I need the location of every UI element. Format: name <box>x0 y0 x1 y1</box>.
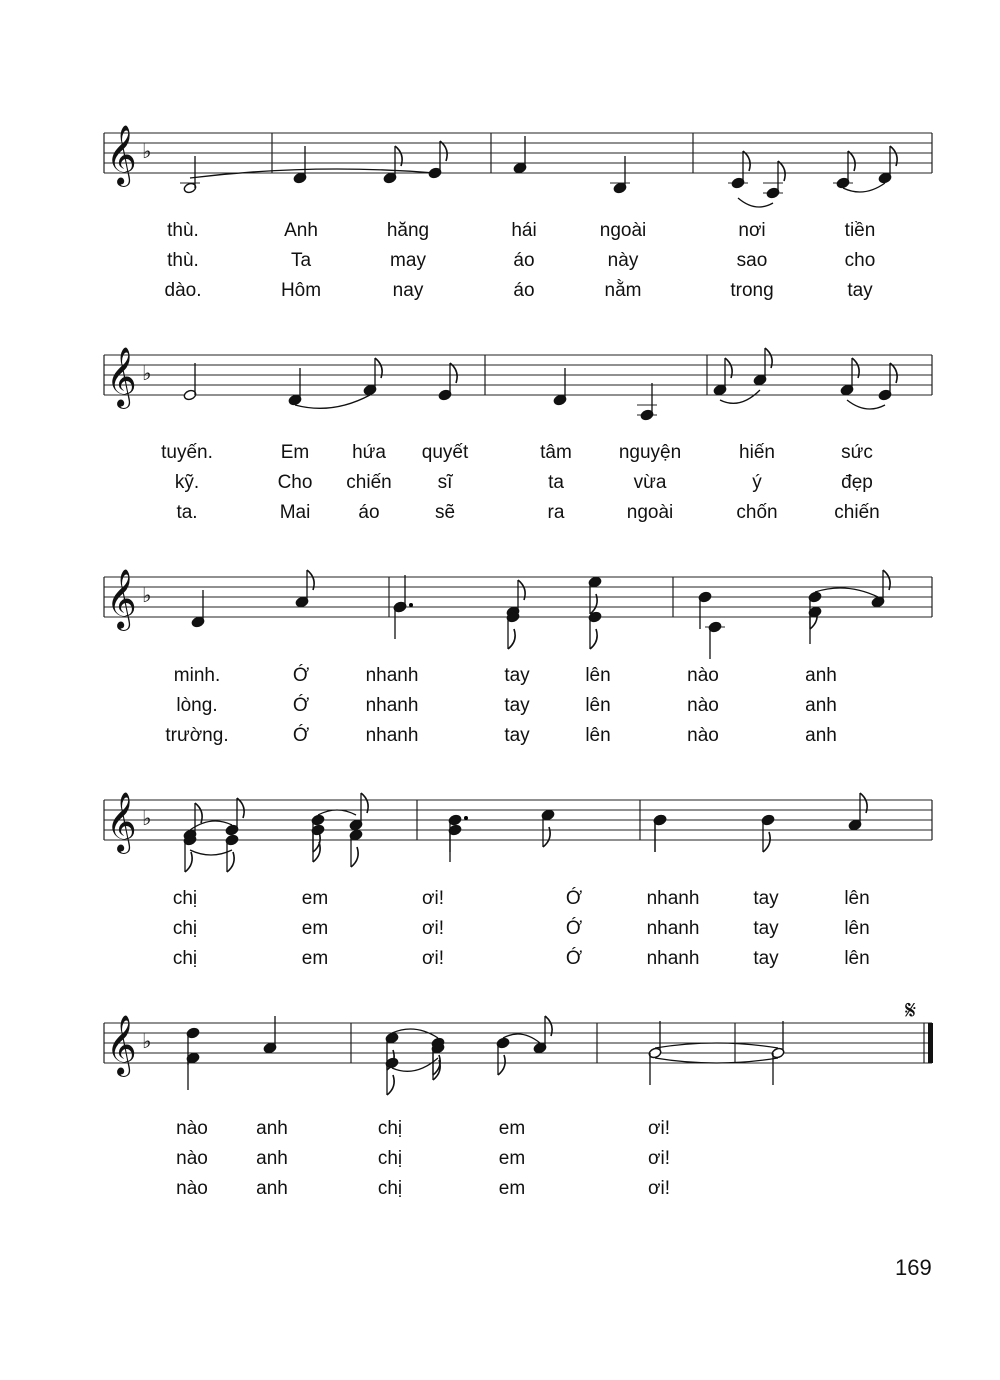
slur <box>295 395 370 408</box>
note-flag <box>450 363 457 383</box>
lyric-syllable: áo <box>513 250 535 271</box>
lyric-syllable: sao <box>736 250 768 271</box>
lyric-syllable: em <box>498 1178 526 1199</box>
lyric-syllable: quyết <box>421 442 469 463</box>
lyric-syllable: anh <box>805 695 837 716</box>
lyric-syllable: nơi <box>738 220 766 241</box>
lyric-syllable: lên <box>844 948 870 969</box>
lyric-syllable: Ớ <box>292 665 310 686</box>
segno-icon: 𝄋 <box>905 996 917 1026</box>
lyric-syllable: Ớ <box>565 888 583 909</box>
lyric-syllable: em <box>301 918 329 939</box>
lyric-syllable: chị <box>377 1148 403 1169</box>
lyric-syllable: sẽ <box>434 502 456 523</box>
lyric-syllable: nào <box>687 695 719 716</box>
augmentation-dot <box>409 603 413 607</box>
lyric-syllable: thù. <box>167 220 199 241</box>
flat-key-signature-icon: ♭ <box>142 139 152 163</box>
lyric-syllable: chiến <box>346 472 392 493</box>
lyric-syllable: em <box>301 948 329 969</box>
lyric-syllable: chốn <box>736 502 778 523</box>
lyric-syllable: nằm <box>604 280 642 301</box>
lyric-syllable: may <box>390 250 426 271</box>
lyric-syllable: em <box>498 1118 526 1139</box>
lyric-syllable: Hôm <box>280 280 322 301</box>
lyric-syllable: áo <box>358 502 380 523</box>
note-flag <box>590 629 597 649</box>
lyric-syllable: lên <box>844 888 870 909</box>
lyric-syllable: sĩ <box>437 472 453 493</box>
lyric-syllable: kỹ. <box>174 472 200 493</box>
final-barline-thick <box>928 1023 933 1063</box>
lyric-syllable: ơi! <box>648 1118 670 1139</box>
lyric-syllable: vừa <box>633 472 667 493</box>
slur <box>738 198 773 207</box>
lyric-syllable: lên <box>585 695 611 716</box>
lyric-syllable: ơi! <box>648 1178 670 1199</box>
lyric-syllable: chị <box>172 918 198 939</box>
lyric-syllable: tâm <box>540 442 572 463</box>
lyric-syllable: lên <box>585 665 611 686</box>
lyric-syllable: tay <box>753 948 779 969</box>
lyric-syllable: nhanh <box>646 888 700 909</box>
lyric-syllable: anh <box>256 1118 288 1139</box>
lyric-syllable: ra <box>547 502 565 523</box>
lyric-syllable: ơi! <box>422 918 444 939</box>
lyric-syllable: nào <box>176 1148 208 1169</box>
lyric-syllable: trong <box>730 280 774 301</box>
lyric-syllable: nhanh <box>646 948 700 969</box>
treble-clef-icon: 𝄞 <box>106 347 137 407</box>
lyric-syllable: Ớ <box>565 918 583 939</box>
lyric-syllable: ta <box>548 472 564 493</box>
note-flag <box>227 852 234 872</box>
lyric-syllable: nhanh <box>646 918 700 939</box>
lyric-syllable: nay <box>392 280 424 301</box>
flat-key-signature-icon: ♭ <box>142 806 152 830</box>
lyric-syllable: Ớ <box>292 695 310 716</box>
lyric-syllable: Ta <box>290 250 312 271</box>
lyric-syllable: tay <box>504 665 530 686</box>
lyric-syllable: nào <box>176 1118 208 1139</box>
lyric-syllable: chị <box>172 888 198 909</box>
lyric-syllable: anh <box>805 665 837 686</box>
lyric-syllable: nhanh <box>365 725 419 746</box>
lyric-syllable: hái <box>511 220 537 241</box>
lyric-syllable: Anh <box>284 220 318 241</box>
page-number: 169 <box>895 1255 932 1280</box>
flat-key-signature-icon: ♭ <box>142 1029 152 1053</box>
note-flag <box>387 1075 394 1095</box>
treble-clef-icon: 𝄞 <box>106 1015 137 1075</box>
lyric-syllable: ta. <box>176 502 198 523</box>
augmentation-dot <box>464 816 468 820</box>
lyric-syllable: tay <box>847 280 873 301</box>
lyric-syllable: chị <box>377 1178 403 1199</box>
lyric-syllable: nào <box>687 665 719 686</box>
lyric-syllable: nào <box>687 725 719 746</box>
slur <box>655 1043 778 1048</box>
lyric-syllable: hứa <box>352 442 386 463</box>
slur <box>843 183 885 192</box>
lyric-syllable: Em <box>280 442 310 463</box>
lyric-syllable: lên <box>585 725 611 746</box>
lyric-syllable: tay <box>753 888 779 909</box>
lyric-syllable: ơi! <box>422 948 444 969</box>
slur <box>190 850 232 855</box>
treble-clef-icon: 𝄞 <box>106 125 137 185</box>
lyric-syllable: trường. <box>165 725 229 746</box>
note-flag <box>185 852 192 872</box>
note-flag <box>498 1055 505 1075</box>
lyric-syllable: nhanh <box>365 665 419 686</box>
lyric-syllable: hăng <box>386 220 430 241</box>
lyric-syllable: chị <box>172 948 198 969</box>
note-flag <box>848 151 855 171</box>
lyric-syllable: ơi! <box>422 888 444 909</box>
note-flag <box>351 847 358 867</box>
lyric-syllable: nhanh <box>365 695 419 716</box>
lyric-syllable: tay <box>753 918 779 939</box>
lyric-syllable: này <box>607 250 639 271</box>
lyric-syllable: Ớ <box>565 948 583 969</box>
note-flag <box>890 363 897 383</box>
lyric-syllable: sức <box>841 442 873 463</box>
lyric-syllable: anh <box>256 1148 288 1169</box>
treble-clef-icon: 𝄞 <box>106 569 137 629</box>
lyric-syllable: nào <box>176 1178 208 1199</box>
lyric-syllable: lên <box>844 918 870 939</box>
lyric-syllable: tuyến. <box>161 442 213 463</box>
lyric-syllable: chiến <box>834 502 880 523</box>
note-flag <box>743 151 750 171</box>
slur <box>318 810 356 815</box>
slur <box>190 821 232 830</box>
lyric-syllable: anh <box>805 725 837 746</box>
lyric-syllable: đẹp <box>841 472 873 493</box>
treble-clef-icon: 𝄞 <box>106 792 137 852</box>
note-flag <box>778 161 785 181</box>
lyric-syllable: ngoài <box>599 220 647 241</box>
slur <box>392 1058 438 1071</box>
lyric-syllable: dào. <box>164 280 202 301</box>
note-flag <box>763 832 770 852</box>
lyric-syllable: tay <box>504 695 530 716</box>
note-flag <box>237 798 244 818</box>
lyric-syllable: nguyện <box>618 442 682 463</box>
lyric-syllable: minh. <box>173 665 221 686</box>
lyric-syllable: hiến <box>739 442 775 463</box>
lyric-syllable: cho <box>844 250 876 271</box>
note-flag <box>440 141 447 161</box>
lyric-syllable: Mai <box>279 502 311 523</box>
slur <box>720 390 760 403</box>
slur <box>815 588 878 597</box>
lyric-syllable: lòng. <box>176 695 218 716</box>
lyric-syllable: tiền <box>844 220 876 241</box>
note-flag <box>508 629 515 649</box>
lyric-syllable: em <box>301 888 329 909</box>
slur <box>847 400 885 409</box>
lyric-syllable: thù. <box>167 250 199 271</box>
lyric-syllable: Cho <box>277 472 313 493</box>
lyric-syllable: ý <box>752 472 762 493</box>
slur <box>655 1058 778 1063</box>
lyric-syllable: tay <box>504 725 530 746</box>
lyric-syllable: em <box>498 1148 526 1169</box>
lyric-syllable: ơi! <box>648 1148 670 1169</box>
lyric-syllable: áo <box>513 280 535 301</box>
lyric-syllable: Ớ <box>292 725 310 746</box>
lyric-syllable: anh <box>256 1178 288 1199</box>
flat-key-signature-icon: ♭ <box>142 361 152 385</box>
lyric-syllable: ngoài <box>626 502 674 523</box>
lyric-syllable: chị <box>377 1118 403 1139</box>
flat-key-signature-icon: ♭ <box>142 583 152 607</box>
